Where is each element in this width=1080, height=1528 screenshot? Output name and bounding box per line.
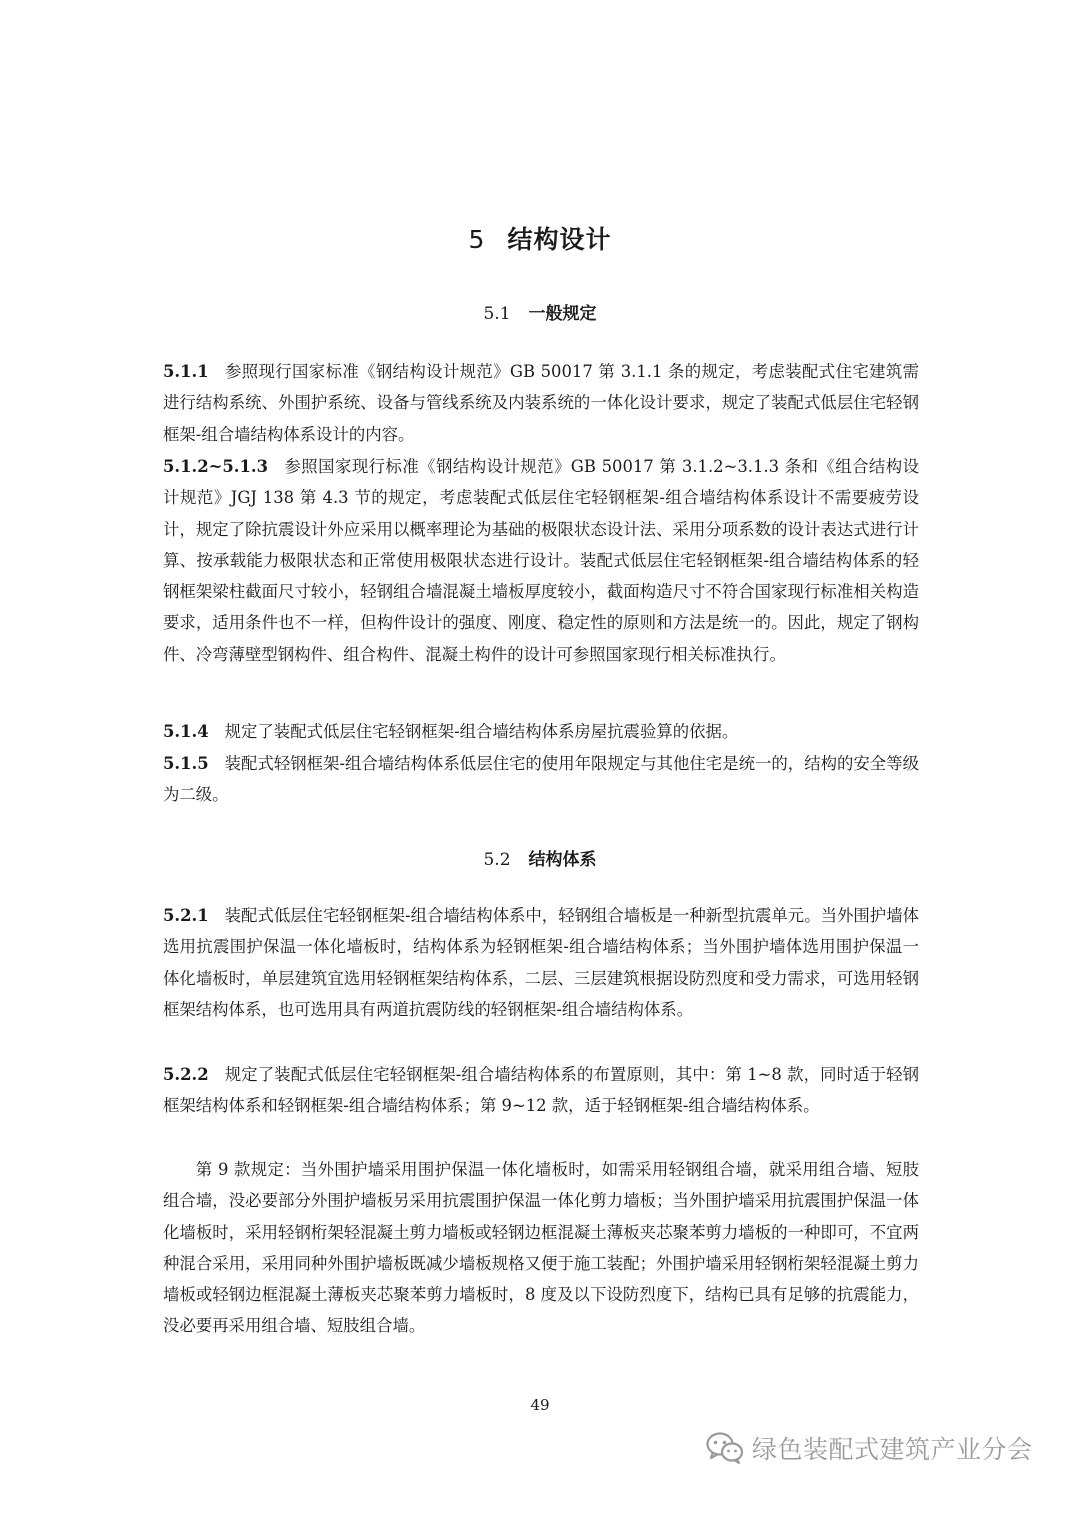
- clause-text: 参照现行国家标准《钢结构设计规范》GB 50017 第 3.1.1 条的规定，考虑装配式住宅建筑需进行结构系统、外围护系统、设备与管线系统及内装系统的一体化设计要求，规定了装配式低层住宅轻钢框架-组合墙结构体系设计的内容。: [163, 362, 919, 444]
- clause-text: 规定了装配式低层住宅轻钢框架-组合墙结构体系的布置原则，其中：第 1~8 款，同时适于轻钢框架结构体系和轻钢框架-组合墙结构体系；第 9~12 款，适于轻钢框架-组合墙结构体系。: [163, 1065, 919, 1116]
- clause-number: 5.1.5: [163, 754, 209, 773]
- paragraph-item-9: 第 9 款规定：当外围护墙采用围护保温一体化墙板时，如需采用轻钢组合墙，就采用组合墙、短肢组合墙，没必要部分外围护墙板另采用抗震围护保温一体化剪力墙板；当外围护墙采用抗震围护保温一体化墙板时，采用轻钢桁架轻混凝土剪力墙板或轻钢边框混凝土薄板夹芯聚苯剪力墙板的一种即可，不宜两种混合采用，采用同种外围护墙板既减少墙板规格又便于施工装配；外围护墙采用轻钢桁架轻混凝土剪力墙板或轻钢边框混凝土薄板夹芯聚苯剪力墙板时，8 度及以下设防烈度下，结构已具有足够的抗震能力，没必要再采用组合墙、短肢组合墙。: [163, 1160, 919, 1336]
- clause-number: 5.2.2: [163, 1065, 209, 1084]
- clause-5-1-4: [163, 716, 919, 747]
- clause-5-1-5: [163, 748, 919, 811]
- chapter-title: [0, 220, 1080, 256]
- clause-5-1-1: [163, 356, 919, 450]
- chapter-number: 5: [468, 225, 486, 254]
- clause-5-1-2: [163, 451, 919, 670]
- watermark: [706, 1428, 1033, 1468]
- section-title-5-2: [0, 845, 1080, 870]
- clause-text: 装配式低层住宅轻钢框架-组合墙结构体系中，轻钢组合墙板是一种新型抗震单元。当外围护墙体选用抗震围护保温一体化墙板时，结构体系为轻钢框架-组合墙结构体系；当外围护墙体选用围护保温一体化墙板时，单层建筑宜选用轻钢框架结构体系，二层、三层建筑根据设防烈度和受力需求，可选用轻钢框架结构体系，也可选用具有两道抗震防线的轻钢框架-组合墙结构体系。: [163, 906, 919, 1019]
- section-title-text: 结构体系: [528, 850, 597, 870]
- section-title-text: 一般规定: [528, 304, 597, 324]
- clause-5-2-1: [163, 900, 919, 1025]
- clause-text: 参照国家现行标准《钢结构设计规范》GB 50017 第 3.1.2~3.1.3 条和《组合结构设计规范》JGJ 138 第 4.3 节的规定，考虑装配式低层住宅轻钢框架-组合墙结构体系设计不需要疲劳设计，规定了除抗震设计外应采用以概率理论为基础的极限状态设计法、采用分项系数的设计表达式进行计算、按承载能力极限状态和正常使用极限状态进行设计。装配式低层住宅轻钢框架-组合墙结构体系的轻钢框架梁柱截面尺寸较小，轻钢组合墙混凝土墙板厚度较小，截面构造尺寸不符合国家现行标准相关构造要求，适用条件也不一样，但构件设计的强度、刚度、稳定性的原则和方法是统一的。因此，规定了钢构件、冷弯薄壁型钢构件、组合构件、混凝土构件的设计可参照国家现行相关标准执行。: [163, 457, 919, 664]
- chapter-title-text: 结构设计: [507, 225, 612, 254]
- section-number: 5.2: [483, 850, 511, 870]
- watermark-text: 绿色装配式建筑产业分会: [752, 1435, 1033, 1464]
- clause-text: 规定了装配式低层住宅轻钢框架-组合墙结构体系房屋抗震验算的依据。: [224, 722, 739, 741]
- clause-number: 5.1.4: [163, 722, 209, 741]
- clause-number: 5.2.1: [163, 906, 209, 925]
- clause-number: 5.1.1: [163, 362, 209, 381]
- section-title-5-1: [0, 299, 1080, 324]
- clause-5-2-2: [163, 1059, 919, 1122]
- clause-text: 装配式轻钢框架-组合墙结构体系低层住宅的使用年限规定与其他住宅是统一的，结构的安全等级为二级。: [163, 754, 919, 805]
- section-number: 5.1: [483, 304, 511, 324]
- wechat-icon: [706, 1431, 744, 1465]
- page-number: 49: [530, 1396, 550, 1414]
- clause-number: 5.1.2~5.1.3: [163, 457, 268, 476]
